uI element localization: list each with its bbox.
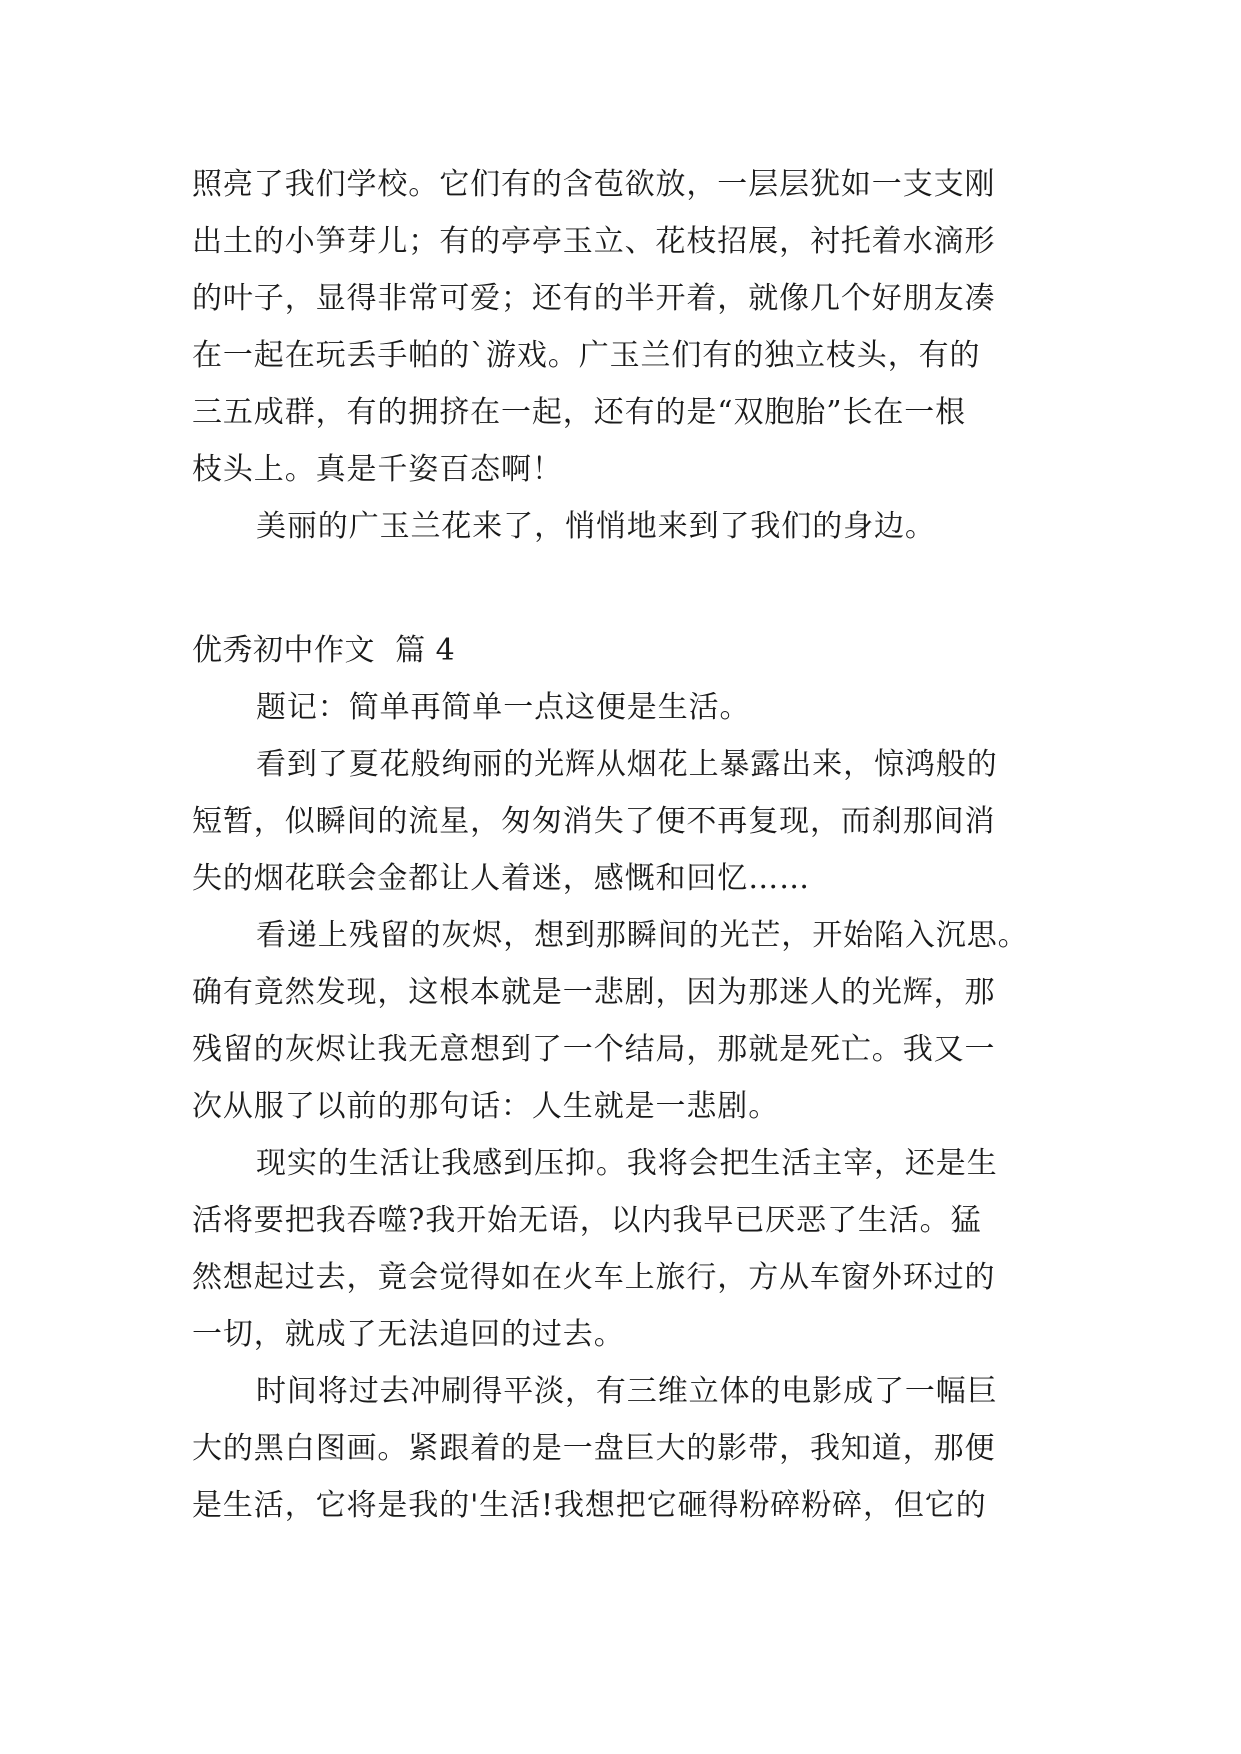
closing-line: 美丽的广玉兰花来了，悄悄地来到了我们的身边。	[256, 509, 936, 544]
paragraph-line: 枝头上。真是千姿百态啊！	[192, 452, 563, 487]
epigraph: 题记：简单再简单一点这便是生活。	[256, 690, 751, 725]
paragraph-line: 照亮了我们学校。它们有的含苞欲放，一层层犹如一支支刚	[192, 167, 996, 202]
section-heading: 优秀初中作文 篇 4	[192, 633, 456, 668]
paragraph-line: 大的黑白图画。紧跟着的是一盘巨大的影带，我知道，那便	[192, 1431, 996, 1466]
paragraph-line: 在一起在玩丢手帕的`游戏。广玉兰们有的独立枝头，有的	[192, 338, 981, 373]
paragraph-line: 短暂，似瞬间的流星，匆匆消失了便不再复现，而刹那间消	[192, 804, 996, 839]
paragraph-line: 残留的灰烬让我无意想到了一个结局，那就是死亡。我又一	[192, 1032, 996, 1067]
paragraph-line: 三五成群，有的拥挤在一起，还有的是“双胞胎”长在一根	[192, 395, 967, 430]
paragraph-line: 出土的小笋芽儿；有的亭亭玉立、花枝招展，衬托着水滴形	[192, 224, 996, 259]
paragraph-line: 现实的生活让我感到压抑。我将会把生活主宰，还是生	[256, 1146, 998, 1181]
text-block-top	[192, 156, 1052, 555]
paragraph-line: 看递上残留的灰烬，想到那瞬间的光芒，开始陷入沉思。	[256, 918, 1029, 953]
paragraph-line: 然想起过去，竟会觉得如在火车上旅行，方从车窗外环过的	[192, 1260, 996, 1295]
paragraph-line: 是生活，它将是我的'生活!我想把它砸得粉碎粉碎，但它的	[192, 1488, 987, 1523]
paragraph-line: 时间将过去冲刷得平淡，有三维立体的电影成了一幅巨	[256, 1374, 998, 1409]
paragraph-line: 的叶子，显得非常可爱；还有的半开着，就像几个好朋友凑	[192, 281, 996, 316]
text-block-essay-4	[192, 622, 1052, 1534]
paragraph-line: 次从服了以前的那句话：人生就是一悲剧。	[192, 1089, 780, 1124]
paragraph-line: 活将要把我吞噬?我开始无语，以内我早已厌恶了生活。猛	[192, 1203, 982, 1238]
paragraph-line: 一切，就成了无法追回的过去。	[192, 1317, 625, 1352]
paragraph-line: 确有竟然发现，这根本就是一悲剧，因为那迷人的光辉，那	[192, 975, 996, 1010]
paragraph-line: 看到了夏花般绚丽的光辉从烟花上暴露出来，惊鸿般的	[256, 747, 998, 782]
paragraph-line: 失的烟花联会金都让人着迷，感慨和回忆……	[192, 861, 810, 896]
